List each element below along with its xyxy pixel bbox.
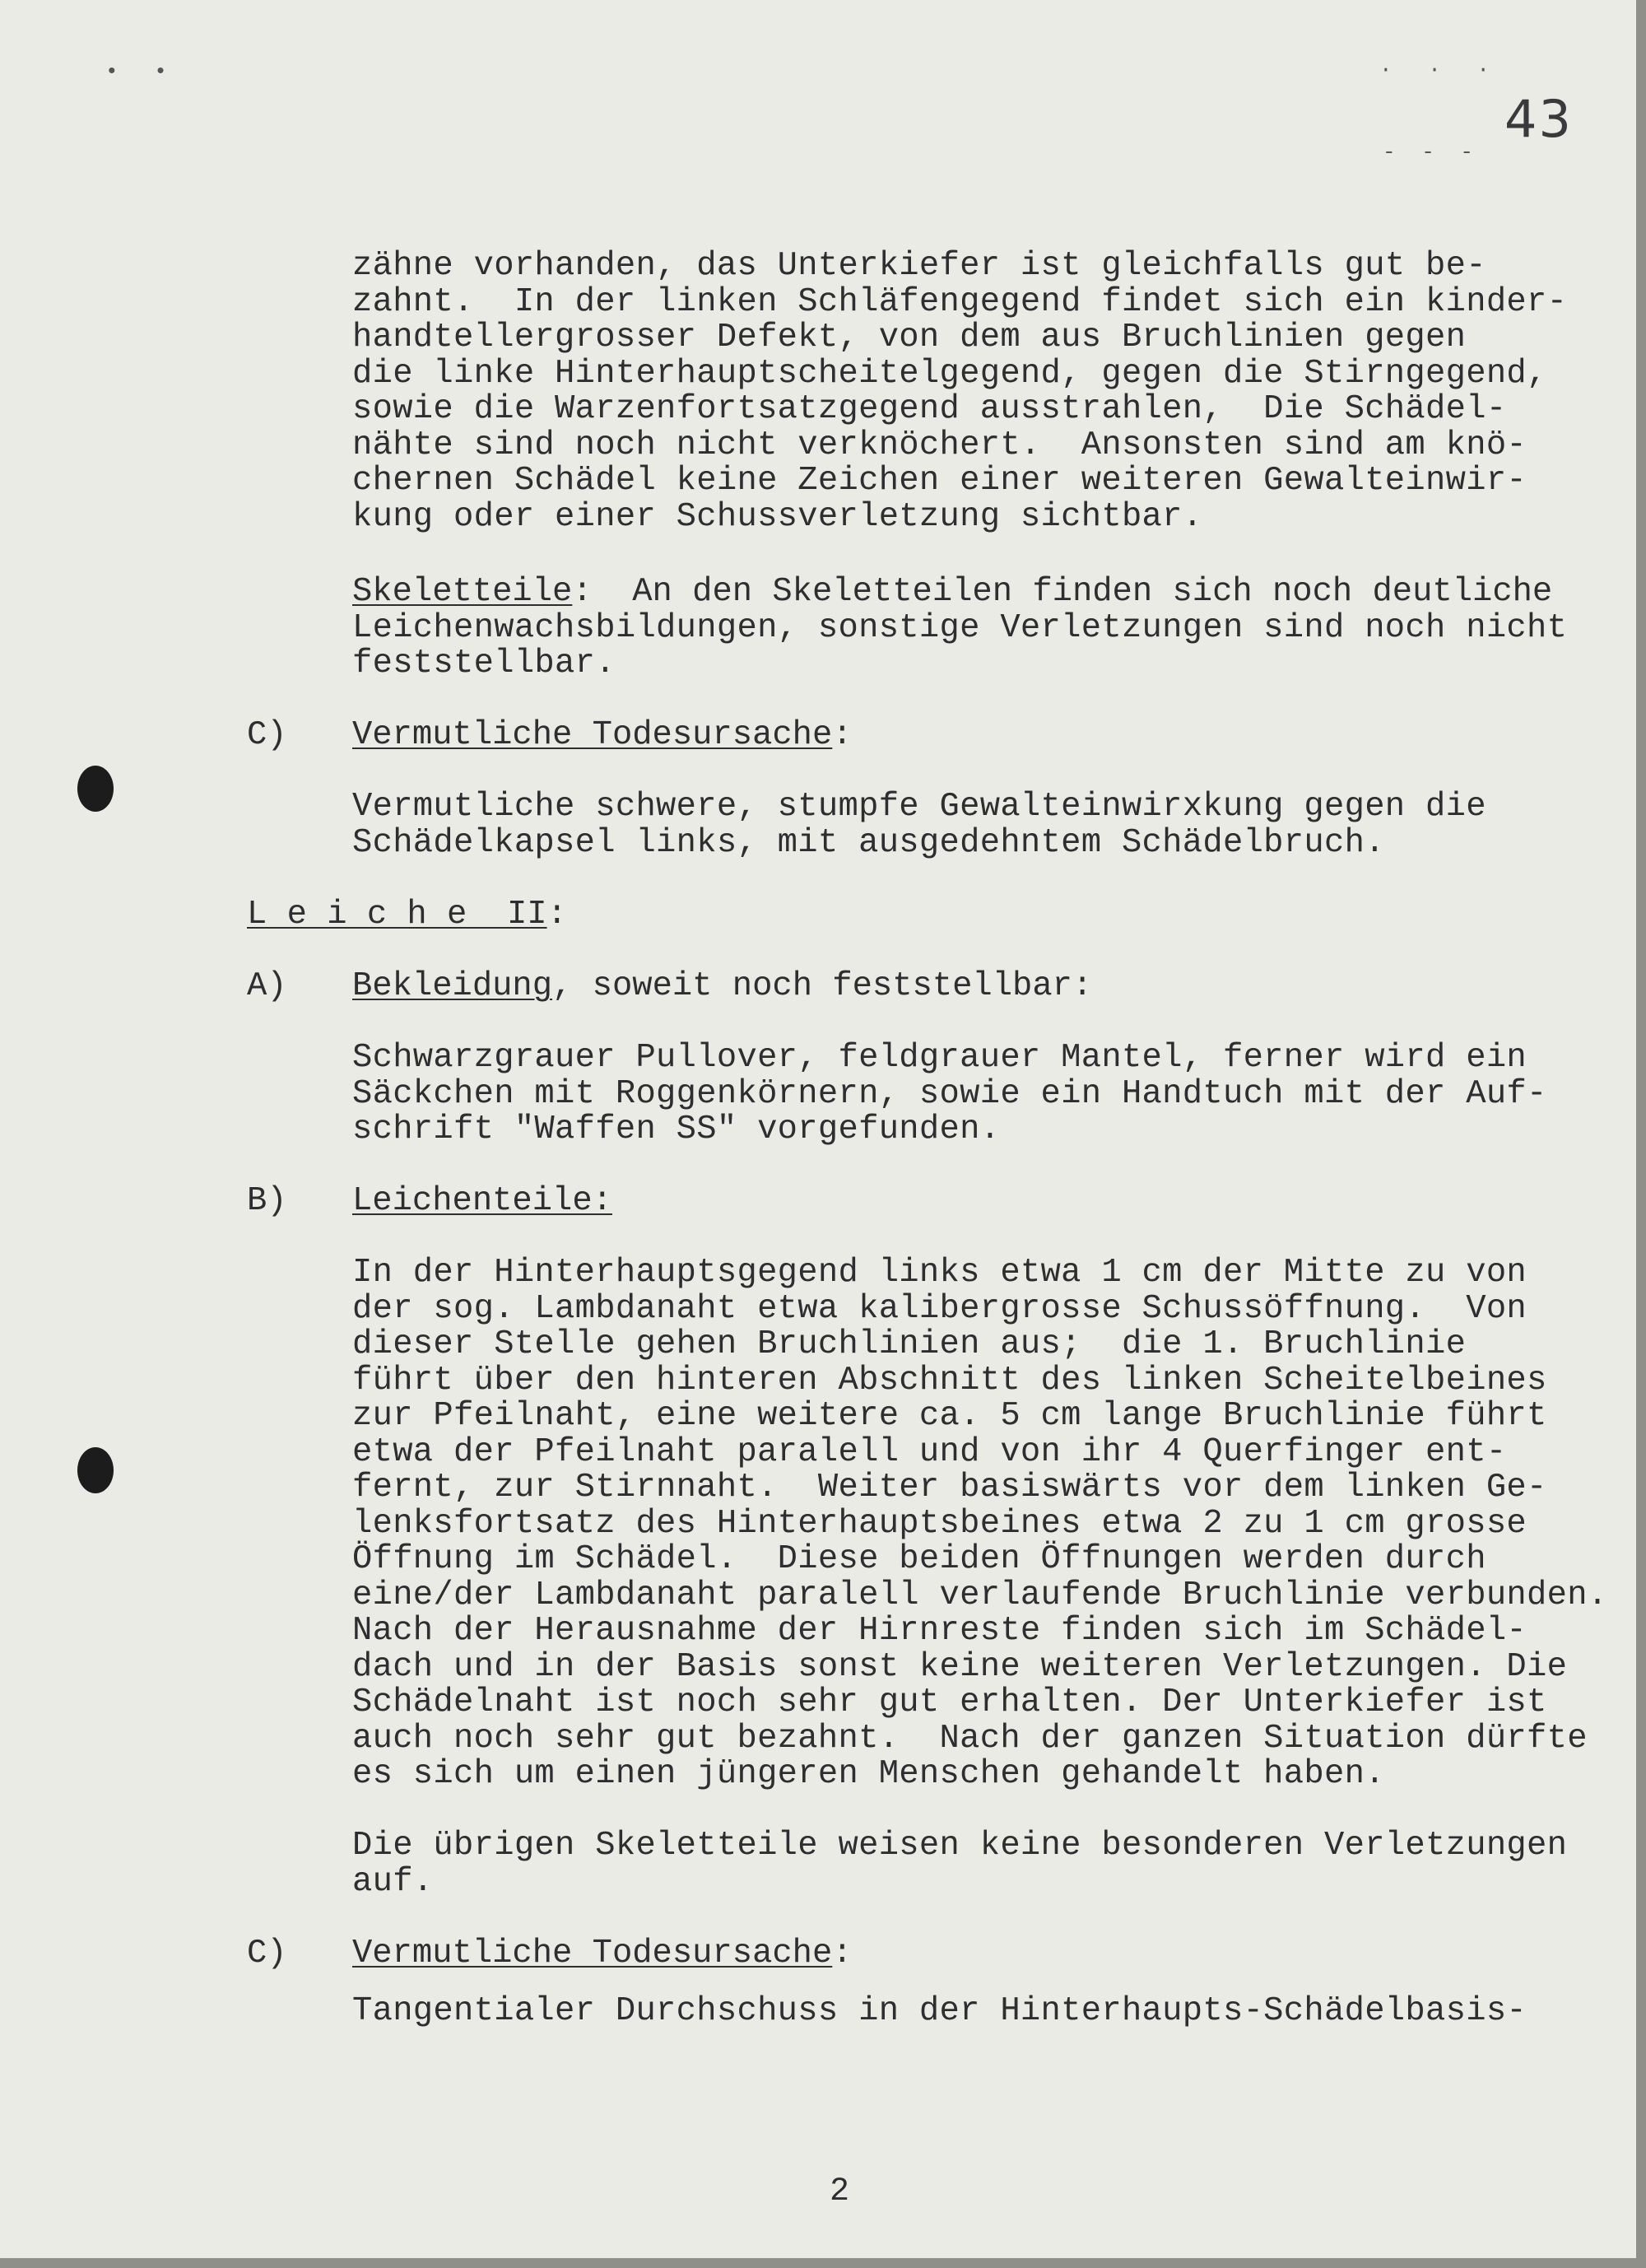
section-c2-title: Vermutliche Todesursache xyxy=(352,1935,833,1972)
section-c2-heading: Vermutliche Todesursache: xyxy=(352,1935,853,1972)
section-b-marker: B) xyxy=(247,1182,287,1220)
cause-of-death-paragraph-2 xyxy=(352,1994,1636,2030)
text-line: handtellergrosser Defekt, von dem aus Bruchlinien gegen xyxy=(352,319,1467,356)
section-a-title: Bekleidung xyxy=(352,967,553,1005)
text-line: Öffnung im Schädel. Diese beiden Öffnungen werden durch xyxy=(352,1540,1486,1578)
text-line: chernen Schädel keine Zeichen einer weiteren Gewalteinwir- xyxy=(352,462,1527,500)
text-line: Schädelkapsel links, mit ausgedehntem Schädelbruch. xyxy=(352,823,1385,862)
section-c-title: Vermutliche Todesursache xyxy=(352,716,833,754)
text-line: Schädelnaht ist noch sehr gut erhalten. Der Unterkiefer ist xyxy=(352,1684,1547,1721)
footer-page-number: 2 xyxy=(830,2173,850,2210)
section-c-marker: C) xyxy=(247,716,287,754)
section-c2-marker: C) xyxy=(247,1935,287,1972)
cause-of-death-paragraph-1 xyxy=(352,789,1636,861)
text-line: zähne vorhanden, das Unterkiefer ist gleichfalls gut be- xyxy=(352,247,1486,285)
skeletteile-paragraph xyxy=(352,608,1636,682)
stamp-underline-marks: - - - xyxy=(1383,140,1481,165)
text-line: zur Pfeilnaht, eine weitere ca. 5 cm lange Bruchlinie führt xyxy=(352,1397,1547,1435)
punch-hole-top xyxy=(77,766,114,812)
body-parts-paragraph xyxy=(352,1255,1636,1793)
text-line: die linke Hinterhauptscheitelgegend, gegen die Stirngegend, xyxy=(352,354,1547,393)
text-line: auch noch sehr gut bezahnt. Nach der ganzen Situation dürfte xyxy=(352,1719,1588,1758)
section-c-heading: Vermutliche Todesursache: xyxy=(352,716,853,754)
skeleton-remarks-paragraph xyxy=(352,1828,1636,1900)
text-line: etwa der Pfeilnaht paralell und von ihr 4 Querfinger ent- xyxy=(352,1432,1507,1471)
corner-marks-left: • • xyxy=(105,59,179,84)
text-line: zahnt. In der linken Schläfengegend findet sich ein kinder- xyxy=(352,282,1568,321)
text-line: Säckchen mit Roggenkörnern, sowie ein Handtuch mit der Auf- xyxy=(352,1074,1547,1113)
text-line: dach und in der Basis sonst keine weiteren Verletzungen. Die xyxy=(352,1647,1568,1686)
text-line: sowie die Warzenfortsatzgegend ausstrahlen, Die Schädel- xyxy=(352,390,1507,428)
section-b-title: Leichenteile: xyxy=(352,1182,612,1220)
text-line: Nach der Herausnahme der Hirnreste finden sich im Schädel- xyxy=(352,1612,1527,1650)
text-line: fernt, zur Stirnnaht. Weiter basiswärts vor dem linken Ge- xyxy=(352,1469,1547,1507)
text-line: lenksfortsatz des Hinterhauptsbeines etwa 2 zu 1 cm grosse xyxy=(352,1504,1527,1543)
text-line: auf. xyxy=(352,1862,434,1901)
text-line: nähte sind noch nicht verknöchert. Ansonsten sind am knö- xyxy=(352,426,1527,464)
scan-edge-right xyxy=(1636,0,1646,2268)
text-line: Vermutliche schwere, stumpfe Gewalteinwirxkung gegen die xyxy=(352,788,1486,826)
text-line: Tangentialer Durchschuss in der Hinterhaupts-Schädelbasis- xyxy=(352,1992,1527,2030)
text-line: schrift "Waffen SS" vorgefunden. xyxy=(352,1111,1001,1148)
text-line: Schwarzgrauer Pullover, feldgrauer Mantel, ferner wird ein xyxy=(352,1039,1527,1077)
section-b-heading xyxy=(352,1184,612,1220)
text-line: feststellbar. xyxy=(352,645,616,682)
text-line: Leichenwachsbildungen, sonstige Verletzungen sind noch nicht xyxy=(352,608,1568,647)
text-line: dieser Stelle gehen Bruchlinien aus; die 1. Bruchlinie xyxy=(352,1325,1467,1363)
text-line: eine/der Lambdanaht paralell verlaufende Bruchlinie verbunden. xyxy=(352,1576,1608,1614)
corner-marks-right: · · · xyxy=(1379,58,1502,82)
skeletteile-text: : An den Skeletteilen finden sich noch deutliche xyxy=(572,573,1553,611)
archive-page-number: 43 xyxy=(1504,89,1573,149)
text-line: kung oder einer Schussverletzung sichtbar. xyxy=(352,497,1203,536)
scan-edge-bottom xyxy=(0,2258,1646,2268)
skeletteile-label: Skeletteile xyxy=(352,573,573,611)
text-line: Die übrigen Skeletteile weisen keine besonderen Verletzungen xyxy=(352,1827,1568,1865)
skeletteile-first-line xyxy=(352,575,1552,611)
section-a-marker: A) xyxy=(247,967,287,1005)
section-a-heading: Bekleidung, soweit noch feststellbar: xyxy=(352,967,1093,1005)
text-line: führt über den hinteren Abschnitt des linken Scheitelbeines xyxy=(352,1361,1547,1399)
clothing-paragraph xyxy=(352,1041,1636,1148)
punch-hole-bottom xyxy=(77,1447,114,1493)
leiche-ii-heading: L e i c h e II: xyxy=(247,896,567,934)
leiche-ii-title: L e i c h e II xyxy=(247,896,547,934)
text-line: der sog. Lambdanaht etwa kalibergrosse Schussöffnung. Von xyxy=(352,1289,1527,1328)
text-line: es sich um einen jüngeren Menschen gehandelt haben. xyxy=(352,1755,1385,1793)
skull-findings-paragraph xyxy=(352,249,1636,535)
text-line: In der Hinterhauptsgegend links etwa 1 cm der Mitte zu von xyxy=(352,1254,1527,1292)
